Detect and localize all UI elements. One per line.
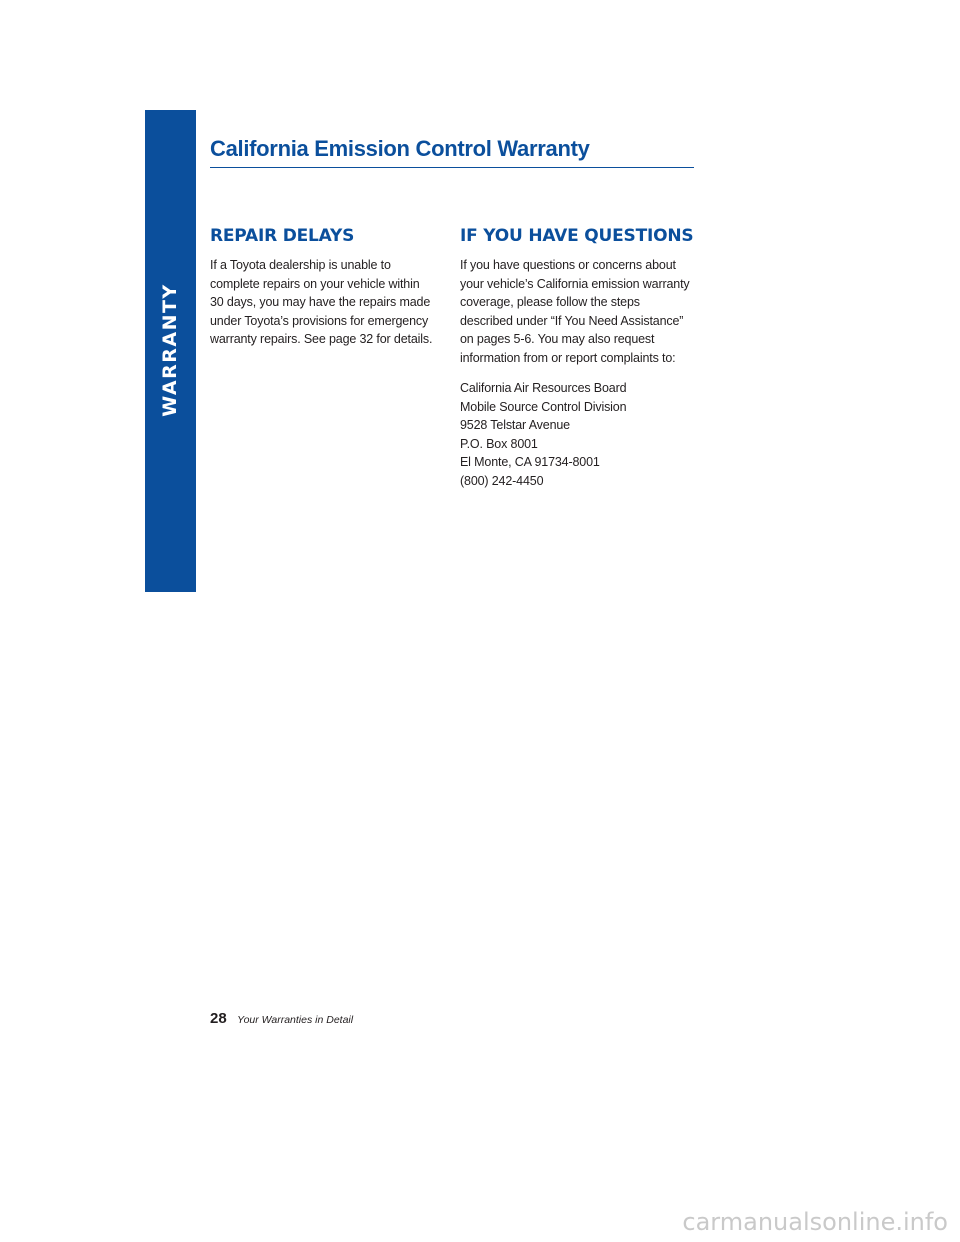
address-line: P.O. Box 8001 <box>460 436 538 451</box>
carb-address <box>460 379 696 490</box>
page-footer <box>210 1010 353 1028</box>
page-title: California Emission Control Warranty <box>210 136 590 161</box>
text-line: If a Toyota dealership is unable to <box>210 258 391 272</box>
side-tab <box>145 110 196 592</box>
text-line: under Toyota’s provisions for emergency <box>210 313 429 328</box>
address-line: 9528 Telstar Avenue <box>460 418 570 432</box>
title-divider <box>210 167 694 168</box>
text-line: If you have questions or concerns about <box>460 258 676 272</box>
address-line: California Air Resources Board <box>460 381 627 395</box>
text-line: information from or report complaints to: <box>460 350 676 365</box>
address-line: Mobile Source Control Division <box>460 399 627 414</box>
text-line: warranty repairs. See page 32 for details. <box>210 332 433 346</box>
text-line: coverage, please follow the steps <box>460 295 640 309</box>
repair-delays-text <box>210 256 438 349</box>
address-line: El Monte, CA 91734-8001 <box>460 455 600 469</box>
text-line: described under “If You Need Assistance” <box>460 313 684 328</box>
text-line: on pages 5-6. You may also request <box>460 332 655 346</box>
footer-caption: Your Warranties in Detail <box>237 1014 354 1026</box>
repair-delays-section <box>210 226 438 349</box>
watermark: carmanualsonline.info <box>682 1208 948 1236</box>
side-tab-label: WARRANTY <box>159 283 181 417</box>
questions-heading: IF YOU HAVE QUESTIONS <box>460 226 694 246</box>
text-line: 30 days, you may have the repairs made <box>210 295 431 309</box>
questions-text <box>460 256 696 367</box>
text-line: complete repairs on your vehicle within <box>210 276 420 291</box>
questions-section <box>460 226 696 490</box>
repair-delays-heading: REPAIR DELAYS <box>210 226 355 246</box>
page-number: 28 <box>210 1010 227 1027</box>
text-line: your vehicle’s California emission warranty <box>460 276 690 291</box>
phone-number: (800) 242-4450 <box>460 473 544 488</box>
